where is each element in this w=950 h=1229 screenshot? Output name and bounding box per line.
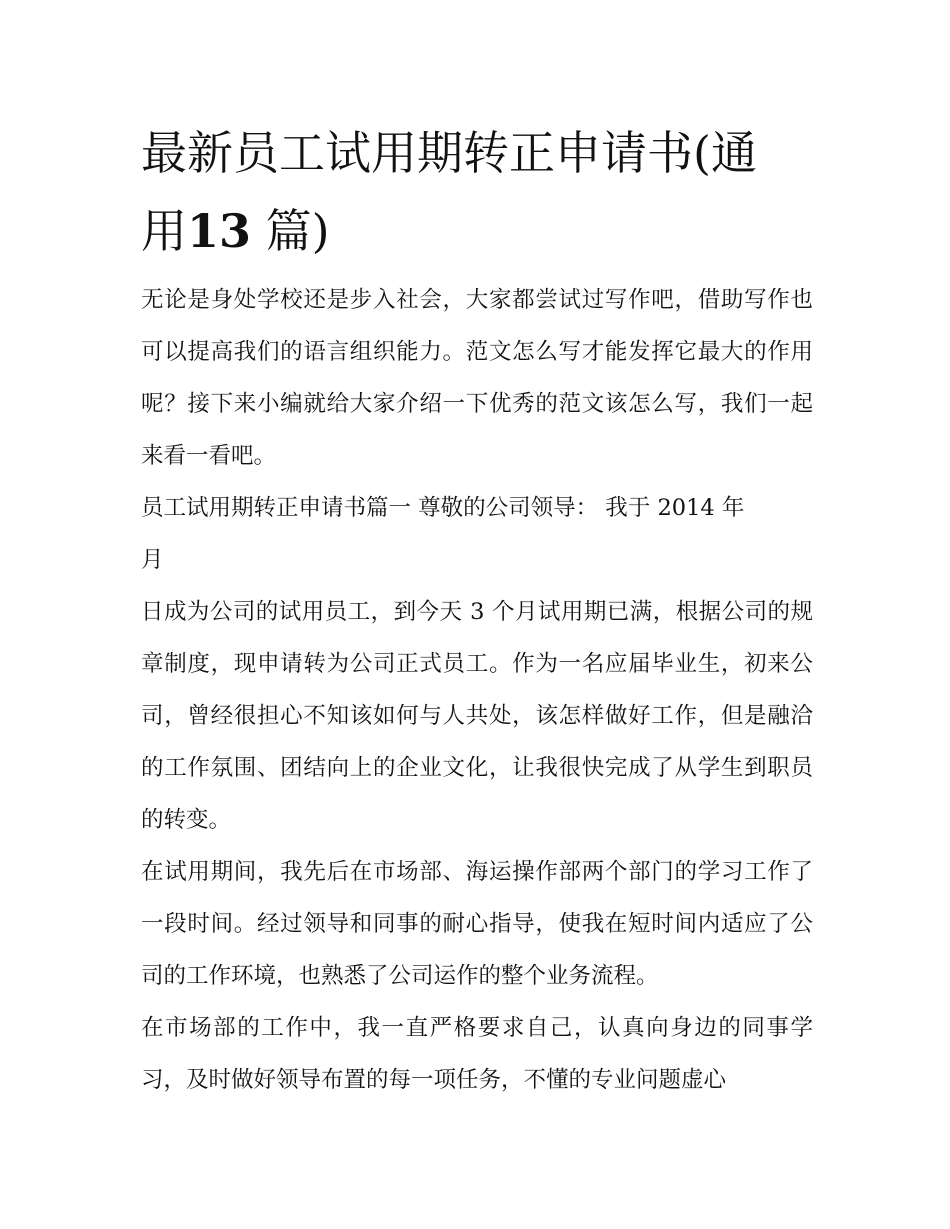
- body-paragraph: 在市场部的工作中，我一直严格要求自己，认真向身边的同事学习，及时做好领导布置的每一项任务，不懂的专业问题虚心: [141, 1015, 813, 1093]
- document-title: [141, 114, 813, 270]
- title-text-cont: 用: [141, 204, 187, 258]
- body-paragraph: 在试用期间，我先后在市场部、海运操作部两个部门的学习工作了一段时间。经过领导和同事的耐心指导，使我在短时间内适应了公司的工作环境，也熟悉了公司运作的整个业务流程。: [141, 859, 813, 989]
- intro-paragraph: 无论是身处学校还是步入社会，大家都尝试过写作吧，借助写作也可以提高我们的语言组织能力。范文怎么写才能发挥它最大的作用呢？接下来小编就给大家介绍一下优秀的范文该怎么写，我们一起来看一看吧。: [141, 287, 813, 469]
- title-text: 最新员工试用期转正申请书(通: [141, 126, 757, 180]
- document-body: [141, 114, 813, 1106]
- title-suffix: 篇): [265, 204, 330, 258]
- month-line: 月: [141, 547, 164, 573]
- title-number: 13: [187, 204, 252, 258]
- body-paragraph: 日成为公司的试用员工，到今天 3 个月试用期已满，根据公司的规章制度，现申请转为公司正式员工。作为一名应届毕业生，初来公司，曾经很担心不知该如何与人共处，该怎样做好工作，但是融洽的工作氛围、团结向上的企业文化，让我很快完成了从学生到职员的转变。: [141, 599, 813, 833]
- letter-heading: 员工试用期转正申请书篇一 尊敬的公司领导： 我于 2014 年: [141, 495, 745, 521]
